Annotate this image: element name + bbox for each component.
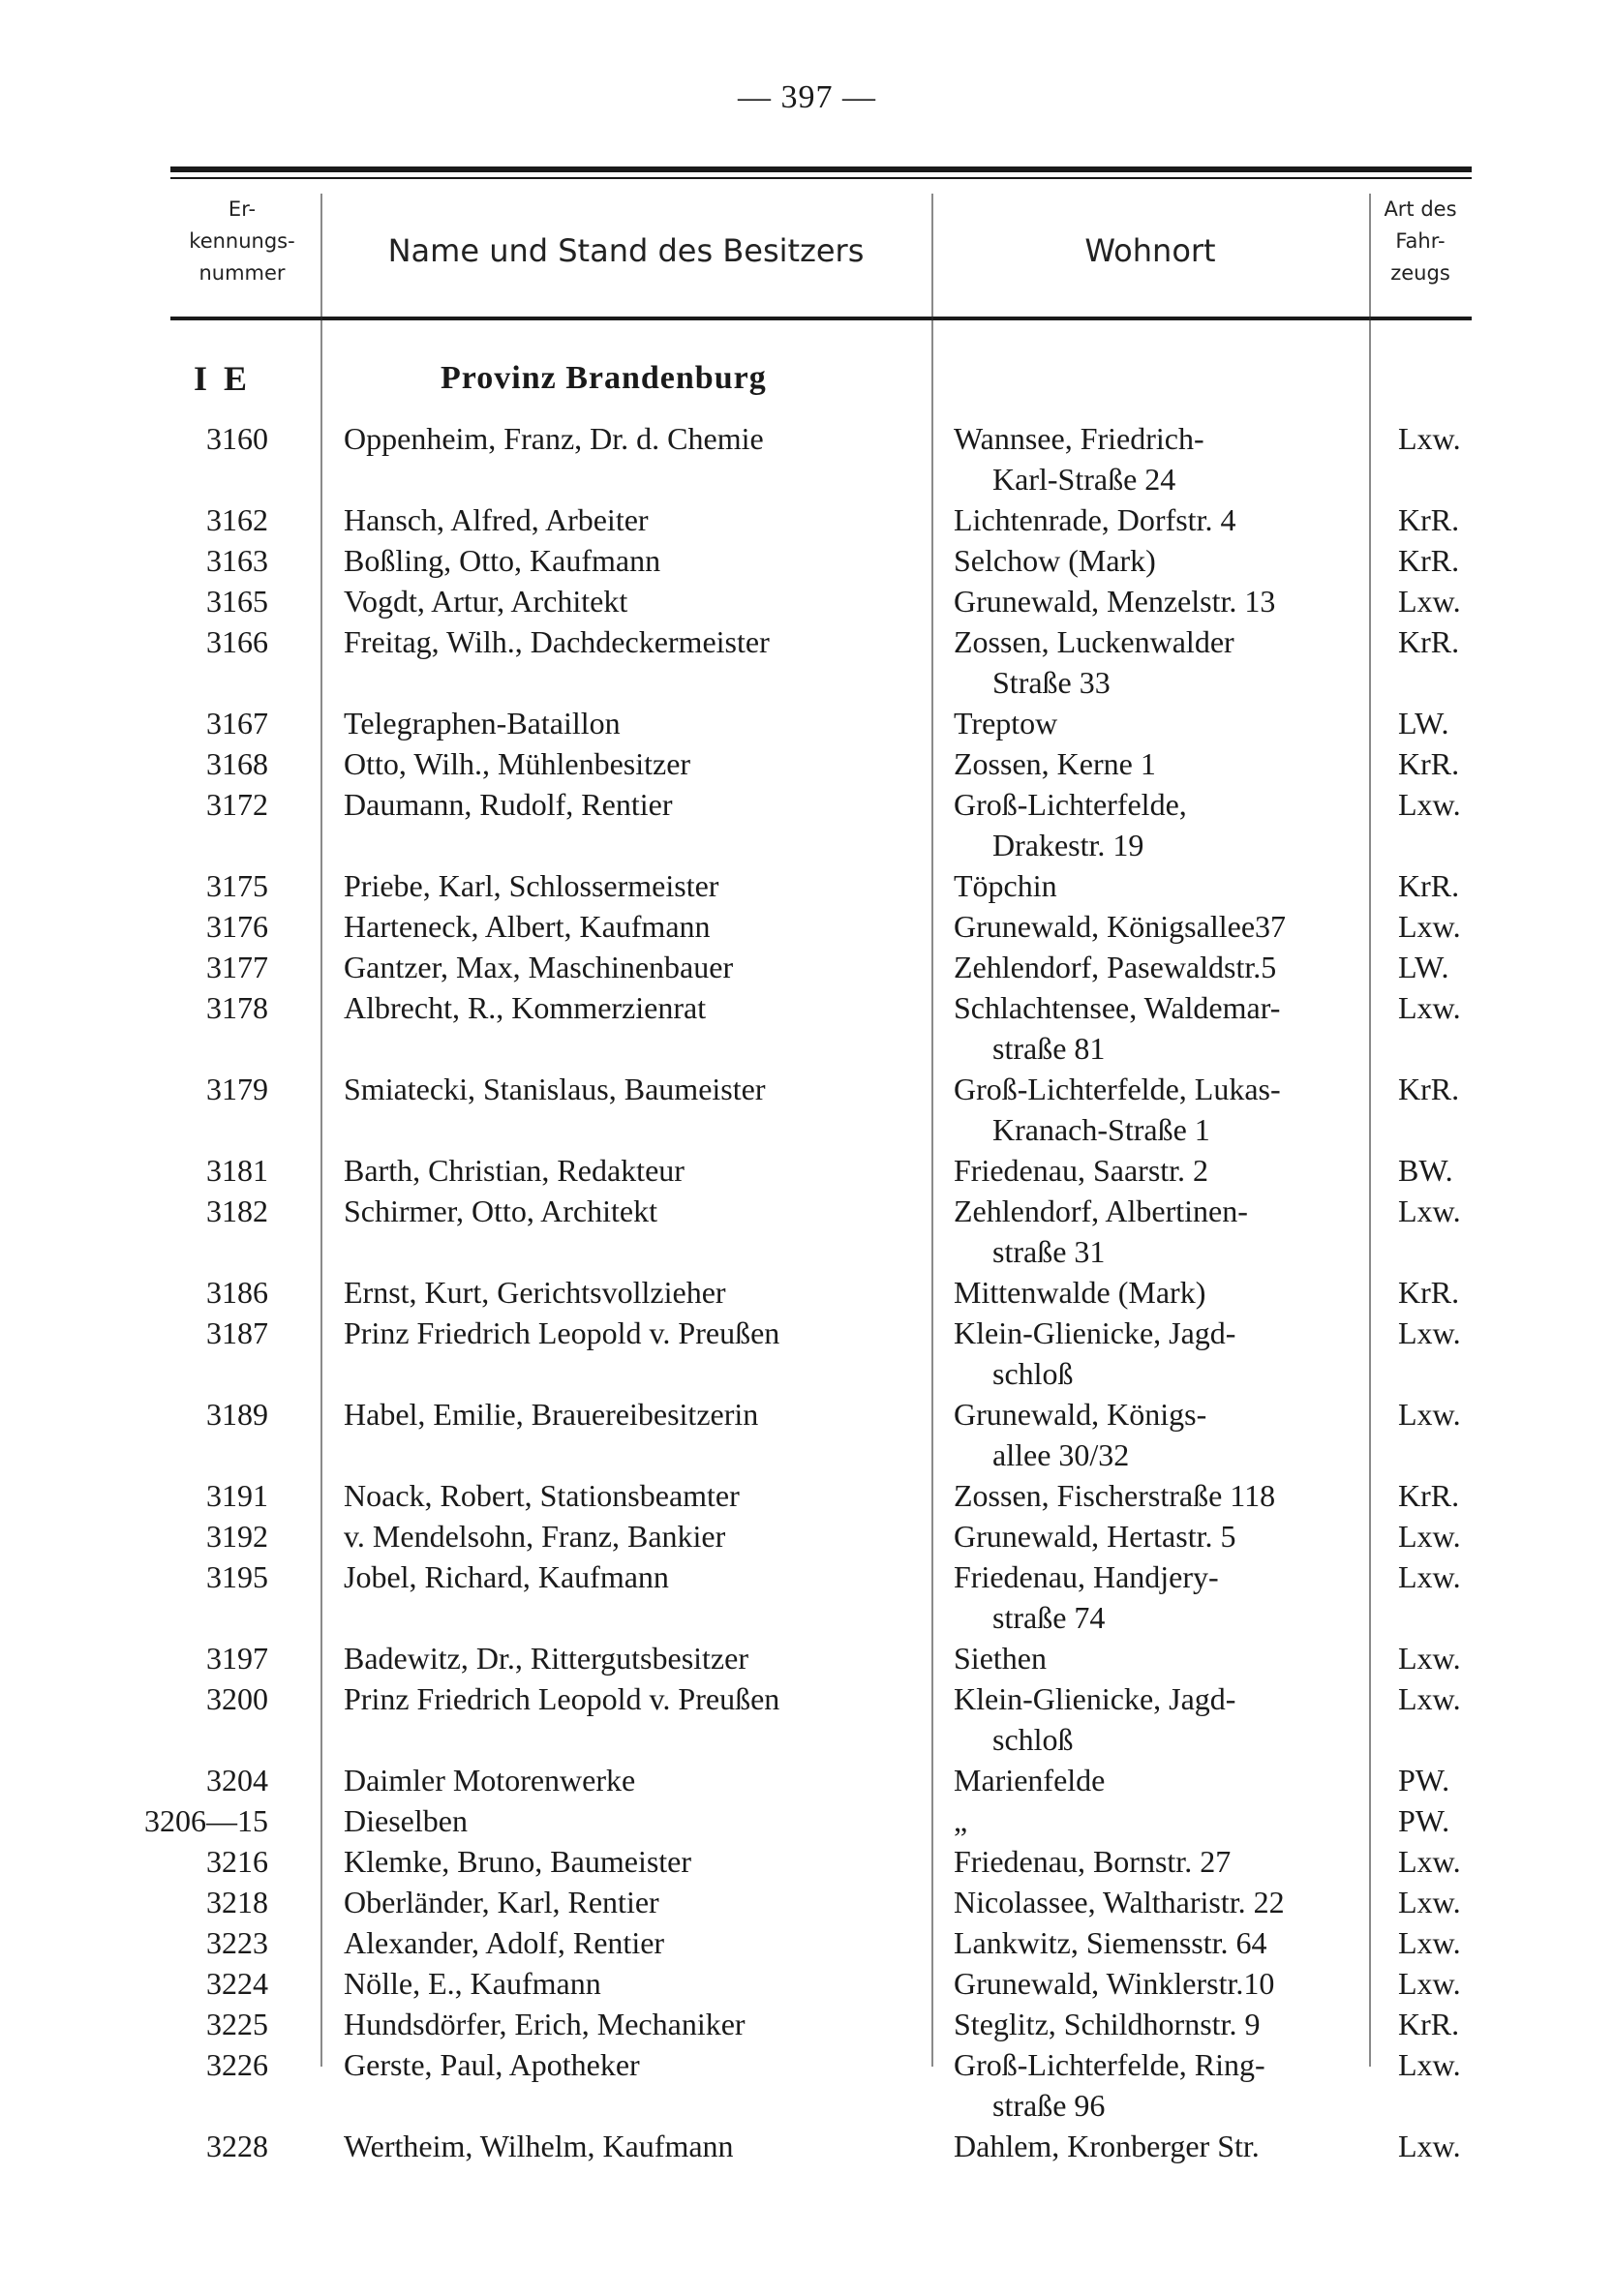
owner-name: Telegraphen-Bataillon xyxy=(344,706,621,740)
residence-continued: Karl-Straße 24 xyxy=(992,462,1176,497)
table-row xyxy=(0,746,1614,787)
owner-name: Barth, Christian, Redakteur xyxy=(344,1153,685,1188)
residence: Friedenau, Saarstr. 2 xyxy=(954,1153,1209,1188)
vehicle-type: Lxw. xyxy=(1398,1885,1461,1919)
table-row xyxy=(0,1641,1614,1681)
vehicle-type: Lxw. xyxy=(1398,1641,1461,1676)
residence: Nicolassee, Waltharistr. 22 xyxy=(954,1885,1285,1919)
section-code: I E xyxy=(194,359,252,398)
registration-number: 3191 xyxy=(206,1478,268,1513)
owner-name: Daimler Motorenwerke xyxy=(344,1763,636,1798)
header-number-line: nummer xyxy=(198,261,286,285)
vehicle-type: KrR. xyxy=(1398,1275,1460,1310)
header-type-line: Art des xyxy=(1384,197,1457,221)
header-type-line: Fahr- xyxy=(1395,229,1446,253)
header-number-line: Er- xyxy=(228,197,257,221)
residence: Töpchin xyxy=(954,868,1057,903)
residence: Mittenwalde (Mark) xyxy=(954,1275,1206,1310)
vehicle-type: Lxw. xyxy=(1398,2047,1461,2082)
residence-continued: straße 74 xyxy=(992,1600,1106,1635)
table-row xyxy=(0,1153,1614,1193)
owner-name: Gerste, Paul, Apotheker xyxy=(344,2047,640,2082)
residence: Klein-Glienicke, Jagd- xyxy=(954,1315,1236,1350)
owner-name: Hansch, Alfred, Arbeiter xyxy=(344,502,649,537)
owner-name: Prinz Friedrich Leopold v. Preußen xyxy=(344,1315,780,1350)
residence: Selchow (Mark) xyxy=(954,543,1156,578)
owner-name: Habel, Emilie, Brauereibesitzerin xyxy=(344,1397,759,1432)
owner-name: Prinz Friedrich Leopold v. Preußen xyxy=(344,1681,780,1716)
residence: Groß-Lichterfelde, xyxy=(954,787,1187,822)
residence: Grunewald, Hertastr. 5 xyxy=(954,1519,1236,1554)
owner-name: Wertheim, Wilhelm, Kaufmann xyxy=(344,2129,734,2163)
table-row xyxy=(0,2047,1614,2123)
owner-name: Gantzer, Max, Maschinenbauer xyxy=(344,950,734,984)
vehicle-type: Lxw. xyxy=(1398,421,1461,456)
residence: Grunewald, Königs- xyxy=(954,1397,1207,1432)
residence-continued: straße 96 xyxy=(992,2088,1106,2123)
residence-continued: straße 81 xyxy=(992,1031,1106,1066)
owner-name: Klemke, Bruno, Baumeister xyxy=(344,1844,692,1879)
registration-number: 3189 xyxy=(206,1397,268,1432)
table-row xyxy=(0,1763,1614,1803)
registration-number: 3165 xyxy=(206,584,268,619)
table-row xyxy=(0,1072,1614,1147)
table-row xyxy=(0,2129,1614,2169)
residence: „ xyxy=(954,1803,968,1838)
table-row xyxy=(0,1844,1614,1885)
vehicle-type: KrR. xyxy=(1398,502,1460,537)
residence: Lankwitz, Siemensstr. 64 xyxy=(954,1925,1267,1960)
vehicle-type: Lxw. xyxy=(1398,1925,1461,1960)
registration-number: 3226 xyxy=(206,2047,268,2082)
owner-name: Badewitz, Dr., Rittergutsbesitzer xyxy=(344,1641,748,1676)
registration-number: 3228 xyxy=(206,2129,268,2163)
vehicle-type: KrR. xyxy=(1398,868,1460,903)
table-row xyxy=(0,1885,1614,1925)
table-row xyxy=(0,584,1614,624)
vehicle-type: Lxw. xyxy=(1398,787,1461,822)
table-row xyxy=(0,1681,1614,1757)
residence: Lichtenrade, Dorfstr. 4 xyxy=(954,502,1236,537)
vehicle-type: KrR. xyxy=(1398,1478,1460,1513)
registration-number: 3172 xyxy=(206,787,268,822)
owner-name: Jobel, Richard, Kaufmann xyxy=(344,1559,669,1594)
vehicle-type: KrR. xyxy=(1398,1072,1460,1106)
registration-number: 3168 xyxy=(206,746,268,781)
owner-name: Priebe, Karl, Schlossermeister xyxy=(344,868,719,903)
vehicle-type: Lxw. xyxy=(1398,1844,1461,1879)
table-row xyxy=(0,706,1614,746)
table-row xyxy=(0,1966,1614,2007)
registration-number: 3197 xyxy=(206,1641,268,1676)
header-place-column: Wohnort xyxy=(1084,232,1216,269)
owner-name: Noack, Robert, Stationsbeamter xyxy=(344,1478,740,1513)
owner-name: Hundsdörfer, Erich, Mechaniker xyxy=(344,2007,746,2041)
vehicle-type: Lxw. xyxy=(1398,1966,1461,2001)
residence: Zossen, Luckenwalder xyxy=(954,624,1234,659)
table-row xyxy=(0,624,1614,700)
owner-name: Oppenheim, Franz, Dr. d. Chemie xyxy=(344,421,764,456)
residence: Marienfelde xyxy=(954,1763,1106,1798)
table-row xyxy=(0,868,1614,909)
table-row xyxy=(0,1478,1614,1519)
table-row xyxy=(0,909,1614,950)
residence: Siethen xyxy=(954,1641,1047,1676)
table-row xyxy=(0,990,1614,1066)
table-row xyxy=(0,1397,1614,1472)
table-row xyxy=(0,543,1614,584)
residence-continued: schloß xyxy=(992,1356,1074,1391)
registration-number: 3224 xyxy=(206,1966,268,2001)
owner-name: Harteneck, Albert, Kaufmann xyxy=(344,909,711,944)
vehicle-type: Lxw. xyxy=(1398,1519,1461,1554)
residence: Groß-Lichterfelde, Lukas- xyxy=(954,1072,1281,1106)
vehicle-type: Lxw. xyxy=(1398,2129,1461,2163)
header-type-line: zeugs xyxy=(1390,261,1450,285)
registration-number: 3195 xyxy=(206,1559,268,1594)
residence: Schlachtensee, Waldemar- xyxy=(954,990,1281,1025)
residence-continued: Kranach-Straße 1 xyxy=(992,1112,1210,1147)
residence: Treptow xyxy=(954,706,1058,740)
registration-number: 3186 xyxy=(206,1275,268,1310)
residence-continued: straße 31 xyxy=(992,1234,1106,1269)
vehicle-type: Lxw. xyxy=(1398,990,1461,1025)
registration-number: 3162 xyxy=(206,502,268,537)
owner-name: Ernst, Kurt, Gerichtsvollzieher xyxy=(344,1275,726,1310)
vehicle-type: Lxw. xyxy=(1398,1559,1461,1594)
registration-number: 3187 xyxy=(206,1315,268,1350)
vehicle-type: KrR. xyxy=(1398,543,1460,578)
header-number-line: kennungs- xyxy=(189,229,295,253)
residence: Groß-Lichterfelde, Ring- xyxy=(954,2047,1265,2082)
vehicle-type: KrR. xyxy=(1398,624,1460,659)
owner-name: Smiatecki, Stanislaus, Baumeister xyxy=(344,1072,766,1106)
owner-name: Otto, Wilh., Mühlenbesitzer xyxy=(344,746,691,781)
page-number: — 397 — xyxy=(738,79,876,115)
header-name-column: Name und Stand des Besitzers xyxy=(387,232,865,269)
residence: Zehlendorf, Pasewaldstr.5 xyxy=(954,950,1277,984)
residence: Zossen, Kerne 1 xyxy=(954,746,1156,781)
vehicle-type: BW. xyxy=(1398,1153,1453,1188)
owner-name: Schirmer, Otto, Architekt xyxy=(344,1193,657,1228)
registration-number: 3206—15 xyxy=(144,1803,268,1838)
registration-number: 3163 xyxy=(206,543,268,578)
table-row xyxy=(0,1559,1614,1635)
table-row xyxy=(0,1803,1614,1844)
table-row xyxy=(0,1193,1614,1269)
owner-name: Dieselben xyxy=(344,1803,468,1838)
table-row xyxy=(0,1275,1614,1315)
registration-number: 3218 xyxy=(206,1885,268,1919)
table-row xyxy=(0,1315,1614,1391)
residence: Zehlendorf, Albertinen- xyxy=(954,1193,1248,1228)
registration-number: 3223 xyxy=(206,1925,268,1960)
vehicle-type: LW. xyxy=(1398,706,1449,740)
vehicle-type: KrR. xyxy=(1398,746,1460,781)
registration-number: 3216 xyxy=(206,1844,268,1879)
vehicle-type: Lxw. xyxy=(1398,584,1461,619)
owner-name: Boßling, Otto, Kaufmann xyxy=(344,543,661,578)
residence-continued: Straße 33 xyxy=(992,665,1111,700)
residence: Klein-Glienicke, Jagd- xyxy=(954,1681,1236,1716)
table-row xyxy=(0,787,1614,862)
registration-number: 3179 xyxy=(206,1072,268,1106)
table-row xyxy=(0,950,1614,990)
section-title: Provinz Brandenburg xyxy=(441,360,767,396)
residence: Steglitz, Schildhornstr. 9 xyxy=(954,2007,1261,2041)
registration-number: 3175 xyxy=(206,868,268,903)
vehicle-type: PW. xyxy=(1398,1803,1450,1838)
header-rule xyxy=(170,317,1472,320)
owner-name: Oberländer, Karl, Rentier xyxy=(344,1885,659,1919)
vehicle-type: Lxw. xyxy=(1398,1315,1461,1350)
table-row xyxy=(0,1925,1614,1966)
registration-number: 3166 xyxy=(206,624,268,659)
header-number-column xyxy=(165,194,320,289)
vehicle-type: PW. xyxy=(1398,1763,1450,1798)
table-row xyxy=(0,421,1614,497)
table-row xyxy=(0,502,1614,543)
residence: Friedenau, Handjery- xyxy=(954,1559,1219,1594)
residence: Dahlem, Kronberger Str. xyxy=(954,2129,1260,2163)
registration-number: 3177 xyxy=(206,950,268,984)
residence: Wannsee, Friedrich- xyxy=(954,421,1204,456)
residence-continued: schloß xyxy=(992,1722,1074,1757)
owner-name: v. Mendelsohn, Franz, Bankier xyxy=(344,1519,726,1554)
registration-number: 3200 xyxy=(206,1681,268,1716)
owner-name: Nölle, E., Kaufmann xyxy=(344,1966,601,2001)
residence: Grunewald, Menzelstr. 13 xyxy=(954,584,1276,619)
vehicle-type: Lxw. xyxy=(1398,1193,1461,1228)
residence: Friedenau, Bornstr. 27 xyxy=(954,1844,1232,1879)
registration-number: 3178 xyxy=(206,990,268,1025)
header-type-column xyxy=(1369,194,1472,289)
residence-continued: Drakestr. 19 xyxy=(992,828,1144,862)
registration-number: 3167 xyxy=(206,706,268,740)
registration-number: 3225 xyxy=(206,2007,268,2041)
vehicle-type: LW. xyxy=(1398,950,1449,984)
registration-number: 3192 xyxy=(206,1519,268,1554)
registration-number: 3160 xyxy=(206,421,268,456)
top-rule-thin xyxy=(170,177,1472,179)
table-row xyxy=(0,2007,1614,2047)
registration-number: 3204 xyxy=(206,1763,268,1798)
table-row xyxy=(0,1519,1614,1559)
owner-name: Albrecht, R., Kommerzienrat xyxy=(344,990,707,1025)
residence: Grunewald, Winklerstr.10 xyxy=(954,1966,1275,2001)
residence-continued: allee 30/32 xyxy=(992,1437,1130,1472)
vehicle-type: Lxw. xyxy=(1398,1681,1461,1716)
residence: Grunewald, Königsallee37 xyxy=(954,909,1287,944)
residence: Zossen, Fischerstraße 118 xyxy=(954,1478,1276,1513)
owner-name: Freitag, Wilh., Dachdeckermeister xyxy=(344,624,770,659)
registration-number: 3182 xyxy=(206,1193,268,1228)
vehicle-type: KrR. xyxy=(1398,2007,1460,2041)
registration-number: 3176 xyxy=(206,909,268,944)
registration-number: 3181 xyxy=(206,1153,268,1188)
top-rule xyxy=(170,166,1472,172)
owner-name: Vogdt, Artur, Architekt xyxy=(344,584,628,619)
owner-name: Alexander, Adolf, Rentier xyxy=(344,1925,665,1960)
vehicle-type: Lxw. xyxy=(1398,909,1461,944)
vehicle-type: Lxw. xyxy=(1398,1397,1461,1432)
owner-name: Daumann, Rudolf, Rentier xyxy=(344,787,673,822)
